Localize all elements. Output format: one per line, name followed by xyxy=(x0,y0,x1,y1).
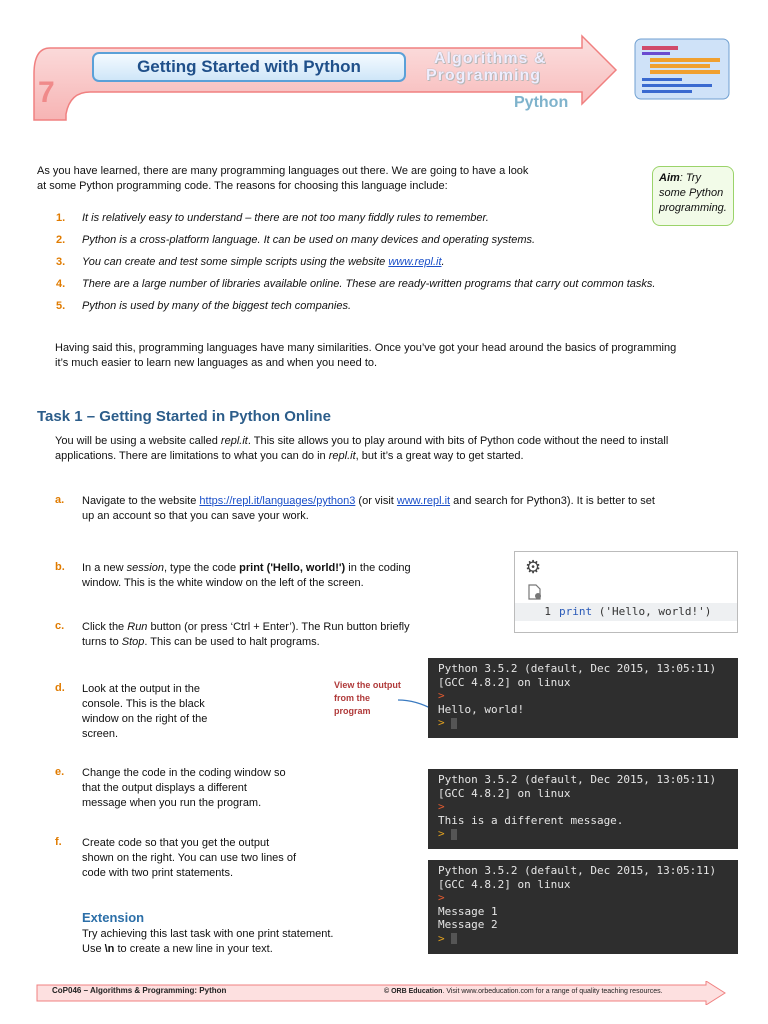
list-number: 5. xyxy=(56,300,66,312)
step-letter-b: b. xyxy=(55,561,65,573)
aim-text: : Try some Python programming. xyxy=(659,172,727,214)
step-f xyxy=(82,836,342,881)
list-item xyxy=(56,274,746,296)
list-number: 1. xyxy=(56,212,66,224)
code-snippet: \n xyxy=(104,943,115,955)
intro-line-1: As you have learned, there are many programming languages out there. We are going to have a look xyxy=(37,165,529,177)
extension-line-2 xyxy=(82,942,402,957)
console-prompt[interactable] xyxy=(438,716,728,730)
text: to create a new line in your text. xyxy=(114,943,273,955)
step-c-line-2 xyxy=(82,635,482,650)
console-output-1 xyxy=(428,658,738,738)
list-text: Python is a cross-platform language. It can be used on many devices and operating systems. xyxy=(82,234,536,246)
step-f-line: shown on the right. You can use two lines of xyxy=(82,852,297,864)
console-output-3 xyxy=(428,860,738,954)
list-text-end: . xyxy=(441,256,445,268)
code-paren: ( xyxy=(592,605,606,618)
console-prompt: > xyxy=(438,891,445,904)
emphasis: repl.it xyxy=(328,450,356,462)
text: turns to xyxy=(82,636,122,648)
copyright-owner: © ORB Education xyxy=(384,988,443,995)
repl-link[interactable]: www.repl.it xyxy=(396,495,451,507)
list-number: 3. xyxy=(56,256,66,268)
step-letter-c: c. xyxy=(55,620,65,632)
step-a xyxy=(82,494,742,524)
extension-text xyxy=(82,927,402,957)
step-e xyxy=(82,766,332,811)
code-string: 'Hello, world!' xyxy=(605,605,705,618)
text: (or visit xyxy=(355,495,397,507)
console-line: [GCC 4.8.2] on linux xyxy=(438,786,571,800)
code-paren: ) xyxy=(704,605,712,618)
task-intro xyxy=(55,434,745,464)
console-line: Message 1 xyxy=(438,904,498,918)
console-line: Python 3.5.2 (default, Dec 2015, 13:05:11) xyxy=(438,773,717,786)
console-prompt[interactable] xyxy=(438,932,728,946)
step-d-line: Look at the output in the xyxy=(82,683,201,695)
step-d xyxy=(82,682,282,742)
console-prompt: > xyxy=(438,800,445,813)
step-d-line: console. This is the black xyxy=(82,698,205,710)
console-line: Python 3.5.2 (default, Dec 2015, 13:05:11) xyxy=(438,662,717,675)
emphasis: repl.it xyxy=(220,435,248,447)
reasons-list xyxy=(56,208,746,318)
prompt-symbol: > xyxy=(438,931,445,945)
step-e-line: message when you run the program. xyxy=(82,797,262,809)
list-text: There are a large number of libraries available online. These are ready-written programs that carry out common tasks. xyxy=(82,278,656,290)
subject-line-2: Programming xyxy=(426,67,542,84)
step-e-line: that the output displays a different xyxy=(82,782,247,794)
list-item xyxy=(56,208,746,230)
intro-line-2: at some Python programming code. The reasons for choosing this language include: xyxy=(37,180,448,192)
console-line: Message 2 xyxy=(438,918,498,931)
text: , type the code xyxy=(163,562,240,574)
step-b xyxy=(82,561,502,591)
step-e-line: Change the code in the coding window so xyxy=(82,767,286,779)
code-editor-window xyxy=(514,551,738,633)
text: Navigate to the website xyxy=(82,495,200,507)
prompt-symbol: > xyxy=(438,716,445,729)
subject-language: Python xyxy=(514,94,569,111)
new-file-icon[interactable] xyxy=(528,584,542,600)
text: In a new xyxy=(82,562,127,574)
list-item xyxy=(56,230,746,252)
console-prompt[interactable] xyxy=(438,827,728,841)
list-item xyxy=(56,252,746,274)
extension-heading: Extension xyxy=(82,910,145,925)
step-c xyxy=(82,620,482,650)
text: . This can be used to halt programs. xyxy=(144,636,320,648)
code-snippet: print ('Hello, world!') xyxy=(239,562,346,574)
console-prompt: > xyxy=(438,689,445,702)
step-letter-f: f. xyxy=(55,836,62,848)
similarities-paragraph xyxy=(55,341,745,371)
step-b-line-1 xyxy=(82,561,502,576)
step-f-line: code with two print statements. xyxy=(82,867,234,879)
page-title: Getting Started with Python xyxy=(92,52,406,82)
step-b-line-2: window. This is the white window on the left of the screen. xyxy=(82,577,364,589)
output-annotation: View the output from the program xyxy=(334,680,401,716)
console-output-2 xyxy=(428,769,738,849)
step-f-line: Create code so that you get the output xyxy=(82,837,270,849)
list-text: It is relatively easy to understand – there are not too many fiddly rules to remember. xyxy=(82,212,489,224)
intro-paragraph xyxy=(37,164,637,194)
similarities-line-2: it’s much easier to learn new languages as and when you need to. xyxy=(55,357,378,369)
copyright-text: . Visit www.orbeducation.com for a range of quality teaching resources. xyxy=(442,988,663,995)
task-intro-line-1 xyxy=(55,434,745,449)
step-letter-a: a. xyxy=(55,494,65,506)
list-item xyxy=(56,296,746,318)
emphasis: Stop xyxy=(121,636,145,648)
console-line: Python 3.5.2 (default, Dec 2015, 13:05:11) xyxy=(438,864,717,877)
text: Use xyxy=(82,943,105,955)
list-number: 2. xyxy=(56,234,66,246)
footer-course-code: CoP046 – Algorithms & Programming: Python xyxy=(52,986,227,995)
similarities-line-1: Having said this, programming languages have many similarities. Once you’ve got your head around the basics of programming xyxy=(55,342,677,354)
text: in the coding xyxy=(345,562,411,574)
lesson-number: 7 xyxy=(38,76,55,109)
line-number: 1 xyxy=(544,605,551,618)
repl-link[interactable]: www.repl.it xyxy=(388,256,442,268)
subject-title xyxy=(426,50,576,84)
list-text: Python is used by many of the biggest tech companies. xyxy=(82,300,352,312)
text: You will be using a website called xyxy=(55,435,221,447)
list-text: You can create and test some simple scripts using the website xyxy=(82,256,389,268)
gear-icon[interactable]: ⚙ xyxy=(525,557,542,577)
subject-line-1: Algorithms & xyxy=(434,50,547,67)
text: . This site allows you to play around with bits of Python code without the need to install xyxy=(247,435,669,447)
task-intro-line-2 xyxy=(55,449,745,464)
emphasis: Run xyxy=(127,621,148,633)
editor-line[interactable] xyxy=(515,603,737,621)
step-c-line-1 xyxy=(82,620,482,635)
console-line: Hello, world! xyxy=(438,702,525,716)
task-heading: Task 1 – Getting Started in Python Online xyxy=(37,408,331,425)
console-line: [GCC 4.8.2] on linux xyxy=(438,877,571,891)
step-d-line: screen. xyxy=(82,728,119,740)
aim-label: Aim xyxy=(659,172,680,184)
step-a-line-1 xyxy=(82,494,742,509)
step-d-line: window on the right of the xyxy=(82,713,208,725)
step-letter-e: e. xyxy=(55,766,65,778)
text: Click the xyxy=(82,621,128,633)
text: , but it’s a great way to get started. xyxy=(355,450,524,462)
prompt-symbol: > xyxy=(438,827,445,840)
list-number: 4. xyxy=(56,278,66,290)
text: and search for Python3). It is better to set xyxy=(450,495,655,507)
step-letter-d: d. xyxy=(55,682,65,694)
step-a-line-2: up an account so that you can save your work. xyxy=(82,510,309,522)
text: applications. There are limitations to what you can do in xyxy=(55,450,329,462)
footer-copyright xyxy=(384,988,663,995)
console-line: [GCC 4.8.2] on linux xyxy=(438,675,571,689)
code-keyword: print xyxy=(559,605,593,618)
python3-link[interactable]: https://repl.it/languages/python3 xyxy=(199,495,356,507)
text: button (or press ‘Ctrl + Enter’). The Run button briefly xyxy=(147,621,410,633)
code-window-illustration xyxy=(634,38,730,100)
console-line: This is a different message. xyxy=(438,813,624,827)
extension-line-1: Try achieving this last task with one print statement. xyxy=(82,928,334,940)
emphasis: session xyxy=(126,562,164,574)
